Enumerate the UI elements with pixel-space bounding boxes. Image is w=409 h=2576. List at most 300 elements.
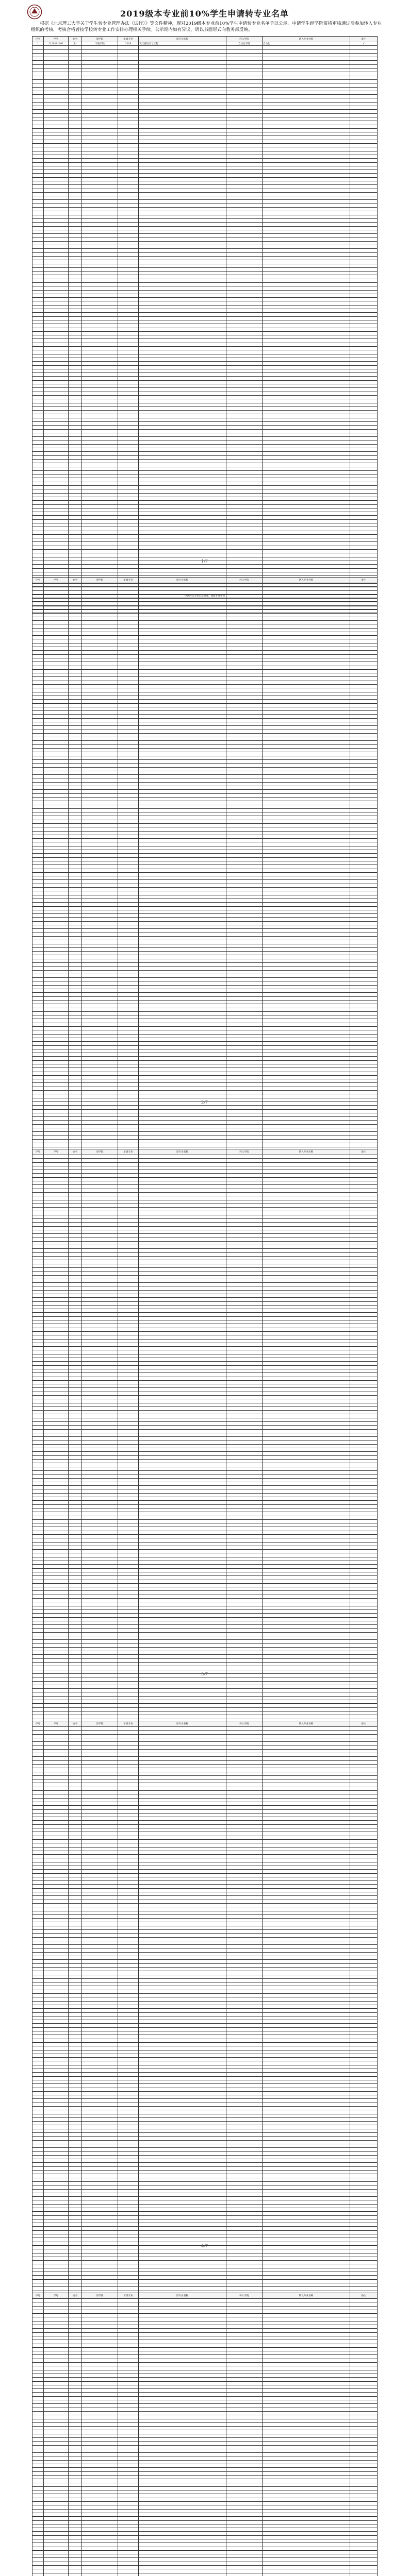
table-cell — [350, 1004, 378, 1008]
table-cell — [139, 1787, 226, 1790]
table-cell — [32, 395, 44, 399]
table-cell — [350, 102, 378, 106]
table-cell — [263, 1091, 350, 1094]
table-cell — [350, 1757, 378, 1760]
table-cell — [263, 733, 350, 737]
table-cell — [350, 1862, 378, 1866]
table-cell — [44, 978, 69, 981]
table-cell — [69, 516, 82, 519]
table-cell — [44, 1802, 69, 1805]
table-cell — [350, 1411, 378, 1414]
table-cell — [350, 688, 378, 692]
table-cell — [226, 1260, 263, 1264]
table-cell — [32, 1283, 44, 1286]
table-cell — [69, 1211, 82, 1215]
table-cell — [118, 260, 139, 264]
table-cell — [69, 1828, 82, 1832]
table-cell — [82, 876, 118, 880]
table-cell — [44, 1083, 69, 1087]
table-cell — [82, 1749, 118, 1753]
table-row — [32, 1625, 378, 1629]
table-row — [32, 388, 378, 392]
table-cell — [82, 286, 118, 290]
table-cell — [226, 733, 263, 737]
table-cell — [139, 1855, 226, 1858]
table-cell — [69, 208, 82, 211]
table-cell — [69, 1437, 82, 1440]
table-cell — [226, 1760, 263, 1764]
table-cell — [32, 1470, 44, 1474]
table-cell — [118, 1475, 139, 1478]
table-cell — [226, 1715, 263, 1719]
table-row — [32, 538, 378, 542]
table-row — [32, 1870, 378, 1873]
table-cell — [69, 1609, 82, 1613]
table-cell — [226, 204, 263, 207]
table-cell — [350, 831, 378, 835]
table-cell — [139, 1283, 226, 1286]
table-cell — [69, 1260, 82, 1264]
table-cell — [82, 568, 118, 572]
table-cell — [82, 1452, 118, 1455]
table-cell — [82, 1267, 118, 1271]
table-cell — [44, 925, 69, 929]
table-cell — [226, 1121, 263, 1124]
table-cell — [32, 782, 44, 786]
table-cell — [44, 264, 69, 267]
table-cell — [263, 1418, 350, 1421]
table-cell — [139, 839, 226, 842]
table-cell — [139, 1339, 226, 1343]
table-cell — [226, 1373, 263, 1377]
table-cell — [69, 824, 82, 827]
table-cell — [82, 1798, 118, 1802]
table-cell — [82, 486, 118, 489]
table-cell — [263, 1328, 350, 1331]
table-cell — [69, 1060, 82, 1064]
table-cell — [32, 245, 44, 249]
table-cell — [118, 1350, 139, 1354]
table-row — [32, 1128, 378, 1132]
table-row — [32, 377, 378, 380]
table-row — [32, 921, 378, 925]
table-cell — [69, 1731, 82, 1734]
table-cell — [44, 1504, 69, 1508]
table-cell — [139, 797, 226, 801]
table-cell — [44, 940, 69, 944]
table-cell — [139, 1301, 226, 1305]
table-cell — [350, 1053, 378, 1057]
table-row — [32, 1493, 378, 1497]
table-cell — [350, 1768, 378, 1772]
table-row — [32, 1109, 378, 1113]
table-cell — [226, 805, 263, 808]
table-cell — [32, 1226, 44, 1230]
table-cell — [44, 1791, 69, 1794]
table-row — [32, 643, 378, 647]
table-cell — [263, 1079, 350, 1083]
table-cell — [69, 189, 82, 192]
table-row — [32, 1252, 378, 1256]
table-cell — [226, 519, 263, 523]
table-cell — [263, 970, 350, 974]
table-row — [32, 1426, 378, 1429]
table-cell — [139, 426, 226, 429]
table-cell — [226, 279, 263, 282]
table-cell — [44, 1365, 69, 1369]
table-cell — [118, 328, 139, 331]
table-cell — [82, 1783, 118, 1787]
table-cell — [32, 1143, 44, 1147]
table-cell — [350, 49, 378, 53]
table-cell — [32, 1075, 44, 1079]
table-cell — [44, 628, 69, 632]
table-cell — [350, 1234, 378, 1238]
table-cell — [44, 87, 69, 91]
table-cell — [82, 98, 118, 102]
table-cell — [69, 489, 82, 493]
table-cell — [69, 538, 82, 542]
table-row — [32, 497, 378, 500]
table-cell — [69, 72, 82, 76]
table-cell — [226, 861, 263, 865]
table-cell — [263, 1538, 350, 1542]
table-cell — [32, 1576, 44, 1580]
table-cell — [82, 1512, 118, 1516]
table-cell — [82, 1727, 118, 1731]
table-cell — [226, 1106, 263, 1109]
table-cell — [350, 380, 378, 384]
table-cell — [69, 508, 82, 512]
table-cell — [118, 470, 139, 474]
table-cell — [118, 741, 139, 744]
table-cell — [69, 1787, 82, 1790]
table-cell — [263, 737, 350, 741]
table-cell — [118, 1422, 139, 1426]
table-cell — [350, 320, 378, 324]
table-cell — [69, 1388, 82, 1392]
table-cell — [118, 1696, 139, 1700]
table-cell — [44, 1072, 69, 1075]
table-cell — [32, 1463, 44, 1467]
table-cell — [82, 1764, 118, 1768]
table-row — [32, 339, 378, 343]
table-cell — [69, 523, 82, 527]
table-cell — [350, 1109, 378, 1113]
table-row — [32, 1162, 378, 1166]
table-row — [32, 440, 378, 444]
table-cell — [350, 872, 378, 876]
table-cell — [139, 155, 226, 158]
table-row — [32, 437, 378, 440]
table-cell — [226, 211, 263, 215]
table-cell — [32, 467, 44, 470]
table-cell — [263, 1647, 350, 1651]
table-cell — [69, 1501, 82, 1504]
table-cell — [82, 1219, 118, 1223]
table-cell — [350, 1489, 378, 1493]
table-cell — [263, 944, 350, 947]
table-cell — [263, 238, 350, 241]
table-row — [32, 733, 378, 737]
table-row — [32, 350, 378, 354]
table-cell — [82, 1245, 118, 1249]
table-cell — [44, 1550, 69, 1553]
table-cell — [139, 688, 226, 692]
table-cell — [44, 1561, 69, 1565]
table-cell — [82, 808, 118, 812]
table-cell — [118, 527, 139, 531]
table-cell — [32, 1015, 44, 1019]
table-cell — [139, 572, 226, 575]
table-cell — [139, 519, 226, 523]
table-cell — [226, 1580, 263, 1583]
column-header: 备注 — [350, 1721, 378, 1727]
table-cell — [32, 1223, 44, 1226]
table-row — [32, 1455, 378, 1459]
table-cell — [44, 1847, 69, 1851]
table-cell — [69, 1508, 82, 1512]
table-cell — [263, 1568, 350, 1572]
table-cell — [82, 1305, 118, 1309]
table-cell — [226, 1444, 263, 1448]
table-row — [32, 117, 378, 121]
table-cell — [44, 1681, 69, 1685]
table-cell — [32, 869, 44, 872]
table-cell — [118, 147, 139, 151]
table-cell — [44, 433, 69, 436]
table-cell — [139, 1643, 226, 1647]
table-cell — [350, 1437, 378, 1440]
table-cell — [118, 223, 139, 226]
table-cell — [263, 718, 350, 722]
table-cell — [32, 275, 44, 279]
table-cell — [263, 324, 350, 328]
table-cell — [118, 388, 139, 392]
table-cell — [139, 501, 226, 504]
table-row — [32, 1452, 378, 1455]
table-cell — [350, 245, 378, 249]
table-cell — [32, 1350, 44, 1354]
table-cell — [226, 918, 263, 921]
table-cell — [263, 437, 350, 440]
table-cell — [350, 1042, 378, 1045]
table-cell — [226, 121, 263, 125]
table-cell — [226, 1666, 263, 1670]
table-cell — [44, 1629, 69, 1632]
table-cell — [118, 218, 139, 222]
table-cell — [263, 778, 350, 782]
table-cell — [350, 1504, 378, 1508]
table-cell — [350, 1614, 378, 1617]
table-cell — [44, 1862, 69, 1866]
table-cell — [82, 1753, 118, 1757]
table-cell — [263, 433, 350, 436]
table-cell — [82, 395, 118, 399]
table-cell — [44, 1576, 69, 1580]
table-cell — [139, 1632, 226, 1636]
table-cell — [263, 444, 350, 448]
table-cell — [118, 1335, 139, 1339]
table-cell — [118, 1117, 139, 1121]
table-cell — [350, 395, 378, 399]
table-row — [32, 793, 378, 797]
table-row — [32, 1324, 378, 1328]
table-cell — [32, 846, 44, 850]
table-cell — [82, 531, 118, 534]
table-cell — [32, 1320, 44, 1324]
table-cell — [118, 1843, 139, 1847]
table-row — [32, 1629, 378, 1632]
table-cell — [44, 144, 69, 147]
table-cell — [82, 602, 118, 605]
table-cell — [69, 1783, 82, 1787]
table-row — [32, 1651, 378, 1655]
table-cell — [82, 467, 118, 470]
table-cell — [118, 962, 139, 966]
table-row — [32, 632, 378, 635]
table-cell — [118, 1489, 139, 1493]
table-cell — [44, 440, 69, 444]
table-cell — [118, 1106, 139, 1109]
table-cell — [226, 1023, 263, 1026]
table-cell — [263, 121, 350, 125]
table-cell — [226, 666, 263, 669]
table-cell — [82, 331, 118, 335]
table-cell — [69, 703, 82, 707]
table-cell — [118, 1358, 139, 1362]
table-cell — [69, 955, 82, 959]
table-row — [32, 399, 378, 403]
table-row — [32, 1437, 378, 1440]
table-cell — [32, 1185, 44, 1189]
table-cell — [263, 1238, 350, 1241]
table-cell — [226, 1561, 263, 1565]
table-cell — [118, 121, 139, 125]
table-cell — [139, 527, 226, 531]
table-cell — [350, 1143, 378, 1147]
table-cell — [32, 711, 44, 715]
table-cell — [44, 568, 69, 572]
table-cell — [118, 846, 139, 850]
table-cell — [263, 463, 350, 467]
table-cell — [69, 1836, 82, 1839]
table-cell — [82, 1166, 118, 1170]
table-cell — [32, 978, 44, 981]
table-cell — [263, 1275, 350, 1279]
table-cell — [82, 1550, 118, 1553]
table-cell — [44, 1042, 69, 1045]
table-cell — [44, 1324, 69, 1328]
table-cell — [350, 1561, 378, 1565]
table-row — [32, 1124, 378, 1128]
table-cell — [226, 1745, 263, 1749]
table-cell — [118, 286, 139, 290]
table-cell — [44, 918, 69, 921]
table-cell — [118, 1727, 139, 1731]
table-cell — [118, 1591, 139, 1595]
table-cell — [82, 1301, 118, 1305]
table-cell — [44, 880, 69, 884]
table-cell — [69, 884, 82, 887]
table-cell — [263, 1855, 350, 1858]
table-cell — [32, 1647, 44, 1651]
table-cell — [82, 1000, 118, 1004]
table-cell — [263, 1768, 350, 1772]
table-cell — [32, 1004, 44, 1008]
table-row — [32, 95, 378, 98]
table-cell — [82, 1760, 118, 1764]
table-cell — [226, 872, 263, 876]
table-cell — [118, 895, 139, 899]
table-cell — [32, 1794, 44, 1798]
table-cell — [69, 69, 82, 72]
table-cell — [263, 1475, 350, 1478]
table-cell — [82, 516, 118, 519]
table-cell — [82, 1060, 118, 1064]
table-cell — [350, 497, 378, 500]
table-cell — [350, 1738, 378, 1741]
table-cell — [82, 1576, 118, 1580]
table-cell — [226, 1452, 263, 1455]
table-row — [32, 952, 378, 955]
table-cell — [263, 568, 350, 572]
table-cell — [69, 756, 82, 759]
table-cell — [350, 759, 378, 763]
table-cell — [139, 1380, 226, 1384]
table-cell — [44, 1482, 69, 1485]
table-cell — [44, 1832, 69, 1836]
table-cell — [32, 305, 44, 309]
table-cell — [139, 159, 226, 162]
table-row — [32, 587, 378, 590]
table-row — [32, 1666, 378, 1670]
table-cell — [32, 1019, 44, 1023]
table-cell — [44, 583, 69, 587]
table-cell — [32, 162, 44, 166]
table-cell — [350, 174, 378, 177]
table-cell — [44, 790, 69, 793]
table-cell — [226, 1249, 263, 1252]
table-row — [32, 1267, 378, 1271]
table-cell — [263, 1843, 350, 1847]
table-cell — [32, 1053, 44, 1057]
table-row — [32, 1377, 378, 1380]
table-row — [32, 759, 378, 763]
table-row — [32, 1583, 378, 1587]
table-cell — [139, 1843, 226, 1847]
table-cell — [32, 211, 44, 215]
table-cell — [350, 1068, 378, 1072]
table-cell — [139, 1377, 226, 1380]
table-cell — [263, 1159, 350, 1162]
table-cell — [69, 733, 82, 737]
table-cell — [69, 1677, 82, 1681]
table-cell — [118, 1658, 139, 1662]
table-cell — [263, 696, 350, 699]
table-cell — [350, 598, 378, 602]
table-cell — [69, 632, 82, 635]
table-row — [32, 1257, 378, 1260]
table-cell — [32, 1629, 44, 1632]
table-cell — [69, 1851, 82, 1854]
table-cell — [139, 339, 226, 343]
table-cell — [139, 185, 226, 189]
table-cell — [263, 1189, 350, 1192]
table-cell — [69, 1553, 82, 1557]
table-cell — [82, 1692, 118, 1696]
table-cell — [263, 1587, 350, 1591]
